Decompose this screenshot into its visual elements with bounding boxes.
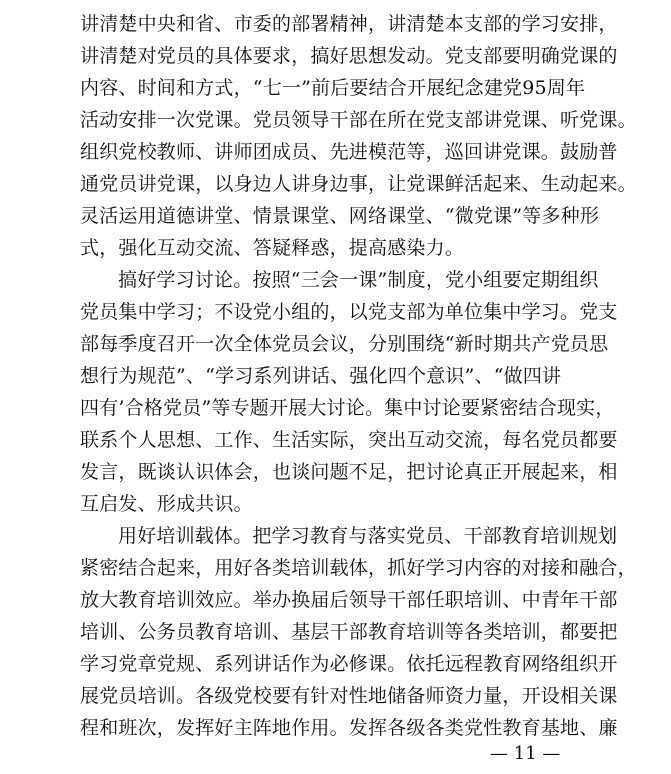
- text-line: 互启发、形成共识。: [80, 493, 253, 515]
- text-line: 想行为规范”、“学习系列讲话、强化四个意识”、“做四讲: [80, 365, 562, 387]
- text-line: 灵活运用道德讲堂、情景课堂、网络课堂、“微党课”等多种形: [80, 205, 600, 227]
- body-text: [80, 8, 637, 744]
- paragraph-heading-line: 用好培训载体。把学习教育与落实党员、干部教育培训规划: [118, 525, 618, 547]
- text-line: 联系个人思想、工作、生活实际，突出互动交流，每名党员都要: [80, 429, 618, 451]
- text-line: 发言，既谈认识体会，也谈问题不足，把讨论真正开展起来，相: [80, 461, 618, 483]
- text-line: 活动安排一次党课。党员领导干部在所在党支部讲党课、听党课。: [80, 109, 637, 131]
- paragraph-heading-line: 搞好学习讨论。按照“三会一课”制度，党小组要定期组织: [118, 269, 599, 291]
- text-line: 部每季度召开一次全体党员会议，分别围绕“新时期共产党员思: [80, 333, 609, 355]
- text-line: 学习党章党规、系列讲话作为必修课。依托远程教育网络组织开: [80, 653, 618, 675]
- text-line: 党员集中学习；不设党小组的，以党支部为单位集中学习。党支: [80, 301, 618, 323]
- page-number: — 11 —: [490, 743, 561, 764]
- text-line: 讲清楚中央和省、市委的部署精神，讲清楚本支部的学习安排，: [80, 13, 618, 35]
- text-line: 程和班次，发挥好主阵地作用。发挥各级各类党性教育基地、廉: [80, 717, 618, 739]
- text-line: 培训、公务员教育培训、基层干部教育培训等各类培训，都要把: [80, 621, 618, 643]
- text-line: 内容、时间和方式，“七一”前后要结合开展纪念建党95周年: [80, 77, 586, 99]
- text-line: 讲清楚对党员的具体要求，搞好思想发动。党支部要明确党课的: [80, 45, 618, 67]
- text-line: 组织党校教师、讲师团成员、先进模范等，巡回讲党课。鼓励普: [80, 141, 618, 163]
- text-line: 式，强化互动交流、答疑释惑，提高感染力。: [80, 237, 465, 259]
- text-line: 紧密结合起来，用好各类培训载体，抓好学习内容的对接和融合，: [80, 557, 637, 579]
- text-line: 四有’合格党员”等专题开展大讨论。集中讨论要紧密结合现实，: [80, 397, 615, 419]
- text-line: 展党员培训。各级党校要有针对性地储备师资力量，开设相关课: [80, 685, 618, 707]
- text-line: 通党员讲党课，以身边人讲身边事，让党课鲜活起来、生动起来。: [80, 173, 637, 195]
- text-line: 放大教育培训效应。举办换届后领导干部任职培训、中青年干部: [80, 589, 618, 611]
